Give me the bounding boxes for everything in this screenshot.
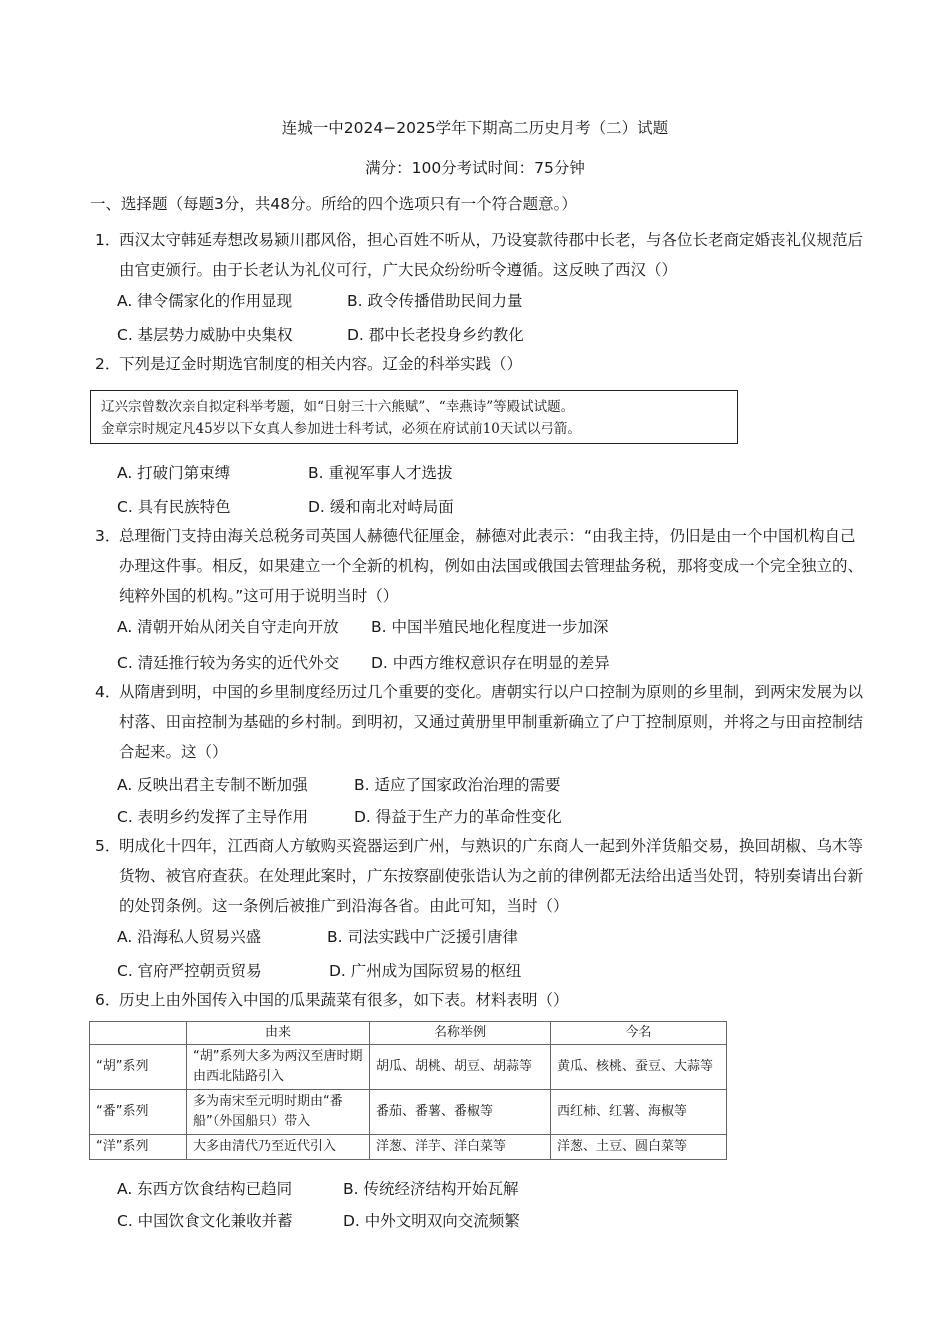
option-b[interactable]: B. 传统经济结构开始瓦解 xyxy=(343,1180,519,1198)
table-cell: 大多由清代乃至近代引入 xyxy=(187,1135,370,1160)
table-header-cell: 由来 xyxy=(187,1022,370,1045)
option-b[interactable]: B. 司法实践中广泛援引唐律 xyxy=(327,928,518,946)
question-5-options-row-2 xyxy=(117,959,521,981)
question-number: 5． xyxy=(95,837,121,855)
question-number: 4． xyxy=(95,683,121,701)
table-cell: 黄瓜、核桃、蚕豆、大蒜等 xyxy=(551,1045,727,1090)
table-cell: “胡”系列大多为两汉至唐时期由西北陆路引入 xyxy=(187,1045,370,1090)
option-d[interactable]: D. 中西方维权意识存在明显的差异 xyxy=(371,654,610,672)
option-a[interactable]: A. 沿海私人贸易兴盛 xyxy=(117,928,262,946)
question-4 xyxy=(95,677,865,767)
table-header-cell: 今名 xyxy=(551,1022,727,1045)
question-6 xyxy=(95,985,865,1015)
question-6-options-row-1 xyxy=(117,1177,519,1199)
option-c[interactable]: C. 清廷推行较为务实的近代外交 xyxy=(117,654,340,672)
option-a[interactable]: A. 反映出君主专制不断加强 xyxy=(117,776,308,794)
question-2 xyxy=(95,349,865,379)
question-3 xyxy=(95,521,865,611)
table-row xyxy=(90,1090,727,1135)
question-stem: 历史上由外国传入中国的瓜果蔬菜有很多，如下表。材料表明（） xyxy=(119,991,569,1009)
question-5-options-row-1 xyxy=(117,925,518,947)
table-cell: “番”系列 xyxy=(90,1090,187,1135)
section-heading: 一、选择题（每题3分，共48分。所给的四个选项只有一个符合题意。） xyxy=(90,195,577,213)
table-row xyxy=(90,1045,727,1090)
option-c[interactable]: C. 基层势力威胁中央集权 xyxy=(117,326,293,344)
exam-title: 连城一中2024−2025学年下期高二历史月考（二）试题 xyxy=(281,119,669,137)
option-a[interactable]: A. 打破门第束缚 xyxy=(117,464,231,482)
option-d[interactable]: D. 得益于生产力的革命性变化 xyxy=(354,808,562,826)
table-cell: 胡瓜、胡桃、胡豆、胡蒜等 xyxy=(370,1045,551,1090)
question-stem: 从隋唐到明，中国的乡里制度经历过几个重要的变化。唐朝实行以户口控制为原则的乡里制，到两宋发展为以村落、田亩控制为基础的乡村制。到明初，又通过黄册里甲制重新确立了户丁控制原则，并将之与田亩控制结合起来。这（） xyxy=(119,683,864,761)
option-c[interactable]: C. 中国饮食文化兼收并蓄 xyxy=(117,1212,293,1230)
question-stem: 西汉太守韩延寿想改易颍川郡风俗，担心百姓不听从，乃设宴款待郡中长老，与各位长老商定婚丧礼仪规范后由官吏颁行。由于长老认为礼仪可行，广大民众纷纷听令遵循。这反映了西汉（） xyxy=(119,231,864,279)
quote-line: 金章宗时规定凡45岁以下女真人参加进士科考试，必须在府试前10天试以弓箭。 xyxy=(101,421,581,437)
question-6-options-row-2 xyxy=(117,1209,520,1231)
option-a[interactable]: A. 律令儒家化的作用显现 xyxy=(117,292,293,310)
option-d[interactable]: D. 缓和南北对峙局面 xyxy=(308,498,454,516)
question-stem: 总理衙门支持由海关总税务司英国人赫德代征厘金，赫德对此表示：“由我主持，仍旧是由一个中国机构自己办理这件事。相反，如果建立一个全新的机构，例如由法国或俄国去管理盐务税，那将变成一个完全独立的、纯粹外国的机构。”这可用于说明当时（） xyxy=(119,527,864,605)
option-d[interactable]: D. 郡中长老投身乡约教化 xyxy=(347,326,524,344)
table-cell: 多为南宋至元明时期由“番船”（外国船只）带入 xyxy=(187,1090,370,1135)
question-2-options-row-2 xyxy=(117,495,454,517)
quote-line: 辽兴宗曾数次亲自拟定科举考题，如“日射三十六熊赋”、“幸燕诗”等殿试试题。 xyxy=(101,399,575,415)
question-3-options-row-2 xyxy=(117,651,610,673)
option-b[interactable]: B. 政令传播借助民间力量 xyxy=(347,292,523,310)
question-2-options-row-1 xyxy=(117,461,453,483)
question-stem: 明成化十四年，江西商人方敏购买瓷器运到广州，与熟识的广东商人一起到外洋货船交易，换回胡椒、乌木等货物、被官府查获。在处理此案时，广东按察副使张诰认为之前的律例都无法给出适当处罚，特别奏请出台新的处罚条例。这一条例后被推广到沿海各省。由此可知，当时（） xyxy=(119,837,864,915)
question-1 xyxy=(95,225,865,285)
question-5 xyxy=(95,831,865,921)
table-row xyxy=(90,1135,727,1160)
option-c[interactable]: C. 官府严控朝贡贸易 xyxy=(117,962,262,980)
table-cell: “胡”系列 xyxy=(90,1045,187,1090)
option-b[interactable]: B. 中国半殖民地化程度进一步加深 xyxy=(371,618,609,636)
table-cell: 洋葱、洋芋、洋白菜等 xyxy=(370,1135,551,1160)
question-4-options-row-1 xyxy=(117,773,561,795)
table-header-cell xyxy=(90,1022,187,1045)
question-number: 2． xyxy=(95,355,121,373)
question-stem: 下列是辽金时期选官制度的相关内容。辽金的科举实践（） xyxy=(119,355,523,373)
table-cell: 西红柿、红薯、海椒等 xyxy=(551,1090,727,1135)
table-cell: “洋”系列 xyxy=(90,1135,187,1160)
table-header-row xyxy=(90,1022,727,1045)
question-number: 1． xyxy=(95,231,121,249)
question-number: 6． xyxy=(95,991,121,1009)
option-d[interactable]: D. 广州成为国际贸易的枢纽 xyxy=(329,962,522,980)
question-4-options-row-2 xyxy=(117,805,562,827)
question-3-options-row-1 xyxy=(117,615,609,637)
question-1-options-row-2 xyxy=(117,323,524,345)
table-header-cell: 名称举例 xyxy=(370,1022,551,1045)
option-a[interactable]: A. 清朝开始从闭关自守走向开放 xyxy=(117,618,339,636)
question-number: 3． xyxy=(95,527,121,545)
option-b[interactable]: B. 适应了国家政治治理的需要 xyxy=(354,776,561,794)
question-2-quote-box xyxy=(90,390,738,444)
option-b[interactable]: B. 重视军事人才选拔 xyxy=(308,464,453,482)
question-1-options-row-1 xyxy=(117,289,523,311)
option-c[interactable]: C. 具有民族特色 xyxy=(117,498,231,516)
option-c[interactable]: C. 表明乡约发挥了主导作用 xyxy=(117,808,309,826)
table-cell: 洋葱、土豆、圆白菜等 xyxy=(551,1135,727,1160)
option-a[interactable]: A. 东西方饮食结构已趋同 xyxy=(117,1180,293,1198)
question-6-table xyxy=(89,1021,727,1160)
option-d[interactable]: D. 中外文明双向交流频繁 xyxy=(343,1212,520,1230)
exam-subtitle: 满分：100分考试时间：75分钟 xyxy=(365,159,585,177)
table-cell: 番茄、番薯、番椒等 xyxy=(370,1090,551,1135)
